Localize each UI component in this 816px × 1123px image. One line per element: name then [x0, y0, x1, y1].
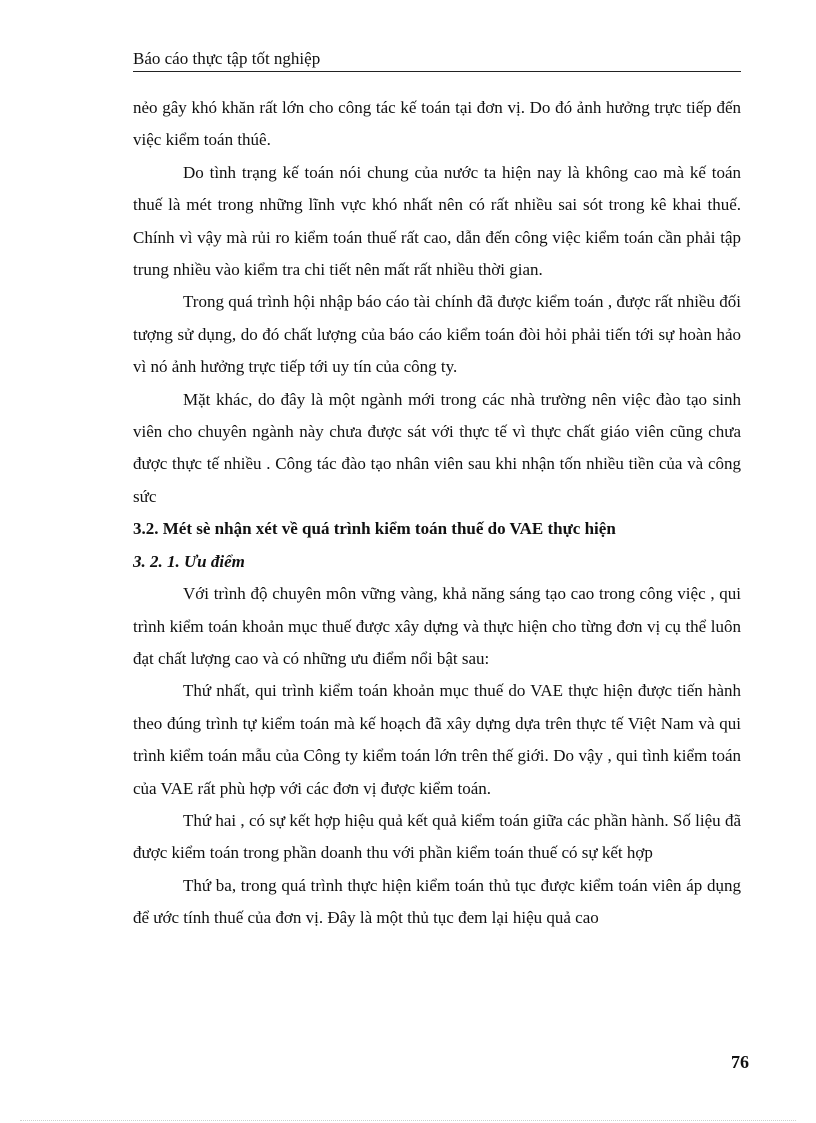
page-number: 76: [731, 1052, 749, 1072]
paragraph: Trong quá trình hội nhập báo cáo tài chính đã được kiểm toán , được rất nhiều đối tượng sử dụng, do đó chất lượng của báo cáo kiểm toán đòi hỏi phải tiến tới sự hoàn hảo vì nó ảnh hưởng trực tiếp tới uy tín của công ty.: [133, 292, 741, 377]
section-heading: 3.2. Mét sè nhận xét về quá trình kiểm toán thuế do VAE thực hiện: [133, 519, 616, 539]
subsection-heading: 3. 2. 1. Ưu điểm: [133, 551, 245, 571]
paragraph: Thứ ba, trong quá trình thực hiện kiểm toán thủ tục được kiểm toán viên áp dụng để ước tính thuế của đơn vị. Đây là một thủ tục đem lại hiệu quả cao: [133, 875, 741, 928]
paragraph: Mặt khác, do đây là một ngành mới trong các nhà trường nên việc đào tạo sinh viên cho chuyên ngành này chưa được sát với thực tế vì thực chất giáo viên cũng chưa được thực tế nhiều . Công tác đào tạo nhân viên sau khi nhận tốn nhiều tiền của và công sức: [133, 389, 741, 506]
page-header: [133, 48, 741, 72]
paragraph-continuation: nẻo gây khó khăn rất lớn cho công tác kế toán tại đơn vị. Do đó ảnh hưởng trực tiếp đến việc kiểm toán thúê.: [133, 98, 741, 150]
paragraph: Thứ nhất, qui trình kiểm toán khoản mục thuế do VAE thực hiện được tiến hành theo đúng trình tự kiểm toán mà kế hoạch đã xây dựng dựa trên thực tế Việt Nam và qui trình kiểm toán mẫu của Công ty kiểm toán lớn trên thế giới. Do vậy , qui tình kiểm toán của VAE rất phù hợp với các đơn vị được kiểm toán.: [133, 681, 741, 798]
paragraph: Thứ hai , có sự kết hợp hiệu quả kết quả kiểm toán giữa các phần hành. Số liệu đã được kiểm toán trong phần doanh thu với phần kiểm toán thuế có sự kết hợp: [133, 810, 741, 863]
paragraph: Với trình độ chuyên môn vững vàng, khả năng sáng tạo cao trong công việc , qui trình kiểm toán khoản mục thuế được xây dựng và thực hiện cho từng đơn vị cụ thể luôn đạt chất lượng cao và có những ưu điểm nổi bật sau:: [133, 584, 741, 668]
document-body: [133, 92, 741, 935]
paragraph: Do tình trạng kế toán nói chung của nước ta hiện nay là không cao mà kế toán thuế là mét trong những lĩnh vực khó nhất nên có rất nhiều sai sót trong kê khai thuế. Chính vì vậy mà rủi ro kiểm toán thuế rất cao, dẫn đến công việc kiểm toán cần phải tập trung nhiều vào kiểm tra chi tiết nên mất rất nhiều thời gian.: [133, 162, 741, 280]
footer-divider: [20, 1120, 796, 1121]
header-title: Báo cáo thực tập tốt nghiệp: [133, 49, 321, 68]
